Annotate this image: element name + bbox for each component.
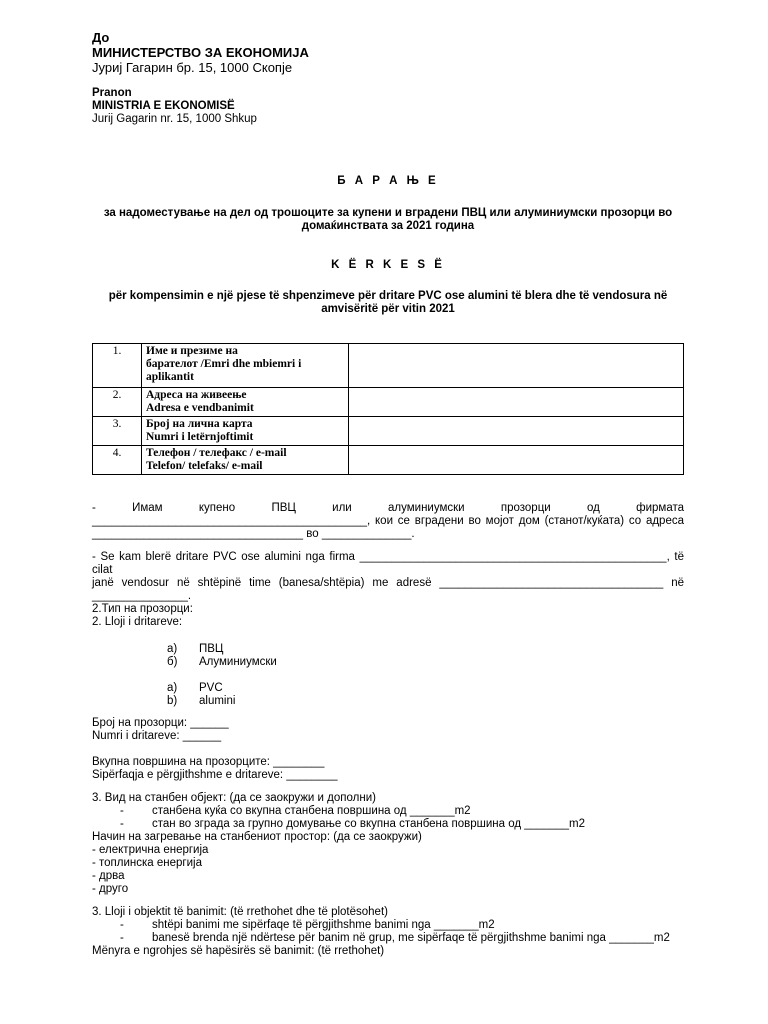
statement-line: _________________________________ во ______________. bbox=[92, 528, 415, 540]
title-sq: K Ë R K E S Ë bbox=[331, 259, 445, 271]
window-area-sq: Sipërfaqja e përgjithshme e dritareve: ________ bbox=[92, 769, 338, 781]
purchase-statement-sq bbox=[92, 551, 684, 603]
option-label: PVC bbox=[199, 682, 223, 694]
window-options-sq bbox=[92, 682, 684, 708]
window-options-mk bbox=[92, 643, 684, 669]
window-counts bbox=[92, 717, 684, 782]
row-number: 1. bbox=[93, 344, 142, 388]
statement-line: ___________________________________________, кои се вградени во мојот дом (станот/куќата) со адреса bbox=[92, 515, 684, 527]
subtitle-sq-line1: për kompensimin e një pjese të shpenzimeve për dritare PVC ose alumini të blera dhe të vendosura në bbox=[108, 290, 668, 302]
list-item bbox=[92, 932, 684, 945]
heating-option[interactable]: - електрична енергија bbox=[92, 844, 209, 856]
subtitle-sq bbox=[92, 290, 684, 316]
row-label bbox=[142, 417, 349, 446]
option-marker: б) bbox=[167, 656, 178, 668]
heating-option[interactable]: - друго bbox=[92, 883, 129, 895]
subtitle-mk-line1: за надоместување на дел од трошоците за купени и вградени ПВЦ или алуминиумски прозорци во bbox=[103, 207, 673, 219]
subtitle-mk-line2: домаќинствата за 2021 година bbox=[301, 220, 475, 232]
option-marker: а) bbox=[167, 643, 178, 655]
statement-line: - Имам купено ПВЦ или алуминиумски прозорци од фирмата bbox=[92, 502, 684, 514]
list-item bbox=[92, 805, 684, 818]
row-label-line: Numri i letërnjoftimit bbox=[146, 431, 254, 443]
bullet-dash: - bbox=[120, 932, 124, 944]
recipient-sq-name: MINISTRIA E EKONOMISË bbox=[92, 100, 235, 112]
bullet-dash: - bbox=[120, 919, 124, 931]
bullet-dash: - bbox=[120, 805, 124, 817]
table-row bbox=[93, 344, 684, 388]
row-label-line: Телефон / телефакс / e-mail bbox=[146, 447, 287, 459]
heating-heading-sq: Mënyra e ngrohjes së hapësirës së banimit: (të rrethohet) bbox=[92, 945, 385, 957]
dwelling-option: banesë brenda një ndërtese për banim në grup, me sipërfaqe të përgjithshme banimi nga _______m2 bbox=[152, 932, 670, 944]
applicant-info-table bbox=[92, 343, 684, 475]
row-label-line: Адреса на живеење bbox=[146, 389, 247, 401]
row-label-line: Adresa e vendbanimit bbox=[146, 402, 254, 414]
list-item[interactable] bbox=[167, 695, 684, 708]
statement-line: janë vendosur në shtëpinë time (banesa/shtëpia) me adresë ___________________________________ në bbox=[92, 577, 684, 589]
statement-line: - Se kam blerë dritare PVC ose alumini nga firma ________________________________________________, të cilat bbox=[92, 551, 684, 576]
heating-heading-mk: Начин на загревање на станбениот простор: (да се заокружи) bbox=[92, 831, 422, 843]
row-label-line: Број на лична карта bbox=[146, 418, 253, 430]
row-number: 3. bbox=[93, 417, 142, 446]
table-row bbox=[93, 417, 684, 446]
dwelling-option: shtëpi banimi me sipërfaqe të përgjithshme banimi nga _______m2 bbox=[152, 919, 495, 931]
purchase-statement-mk bbox=[92, 502, 684, 541]
row-value-field[interactable] bbox=[349, 446, 684, 475]
window-count-sq: Numri i dritareve: ______ bbox=[92, 730, 222, 742]
option-marker: a) bbox=[167, 682, 178, 694]
bullet-dash: - bbox=[120, 818, 124, 830]
dwelling-option: стан во зграда за групно домување со вкупна станбена површина од _______m2 bbox=[152, 818, 586, 830]
recipient-mk-address: Јуриј Гагарин бр. 15, 1000 Скопје bbox=[92, 60, 293, 75]
row-number: 2. bbox=[93, 388, 142, 417]
title-mk: Б А Р А Њ Е bbox=[337, 175, 439, 187]
row-value-field[interactable] bbox=[349, 388, 684, 417]
option-label: Алуминиумски bbox=[199, 656, 277, 668]
list-item bbox=[92, 818, 684, 831]
heating-option[interactable]: - дрва bbox=[92, 870, 125, 882]
recipient-sq-address: Jurij Gagarin nr. 15, 1000 Shkup bbox=[92, 113, 257, 125]
dwelling-type-sq bbox=[92, 906, 684, 958]
window-count-mk: Број на прозорци: ______ bbox=[92, 717, 229, 729]
dwelling-type-mk bbox=[92, 792, 684, 896]
row-value-field[interactable] bbox=[349, 417, 684, 446]
table-row bbox=[93, 388, 684, 417]
list-item bbox=[92, 919, 684, 932]
recipient-header bbox=[92, 30, 684, 126]
window-type-section bbox=[92, 603, 684, 708]
list-item[interactable] bbox=[167, 656, 684, 669]
heating-option[interactable]: - топлинска енергија bbox=[92, 857, 203, 869]
recipient-mk-name: МИНИСТЕРСТВО ЗА ЕКОНОМИЈА bbox=[92, 45, 309, 60]
row-label-line: Telefon/ telefaks/ e-mail bbox=[146, 460, 263, 472]
recipient-mk-prefix: До bbox=[92, 30, 110, 45]
statement-line: _______________. bbox=[92, 590, 192, 602]
table-row bbox=[93, 446, 684, 475]
row-number: 4. bbox=[93, 446, 142, 475]
list-item[interactable] bbox=[167, 682, 684, 695]
option-marker: b) bbox=[167, 695, 178, 707]
window-area-mk: Вкупна површина на прозорците: ________ bbox=[92, 756, 325, 768]
row-label bbox=[142, 344, 349, 388]
list-item[interactable] bbox=[167, 643, 684, 656]
window-type-heading-mk: 2.Тип на прозорци: bbox=[92, 603, 193, 615]
subtitle-mk bbox=[92, 207, 684, 233]
row-value-field[interactable] bbox=[349, 344, 684, 388]
row-label bbox=[142, 446, 349, 475]
dwelling-heading-mk: 3. Вид на станбен објект: (да се заокружи и дополни) bbox=[92, 792, 376, 804]
subtitle-sq-line2: amvisëritë për vitin 2021 bbox=[321, 303, 455, 315]
row-label-line: Име и презиме на bbox=[146, 345, 238, 357]
recipient-sq-prefix: Pranon bbox=[92, 87, 132, 99]
row-label-line: aplikantit bbox=[146, 371, 194, 383]
dwelling-heading-sq: 3. Lloji i objektit të banimit: (të rrethohet dhe të plotësohet) bbox=[92, 906, 388, 918]
option-label: ПВЦ bbox=[199, 643, 224, 655]
row-label bbox=[142, 388, 349, 417]
window-type-heading-sq: 2. Lloji i dritareve: bbox=[92, 616, 183, 628]
dwelling-option: станбена куќа со вкупна станбена површина од _______m2 bbox=[152, 805, 471, 817]
row-label-line: барателот /Emri dhe mbiemri i bbox=[146, 358, 302, 370]
option-label: alumini bbox=[199, 695, 236, 707]
